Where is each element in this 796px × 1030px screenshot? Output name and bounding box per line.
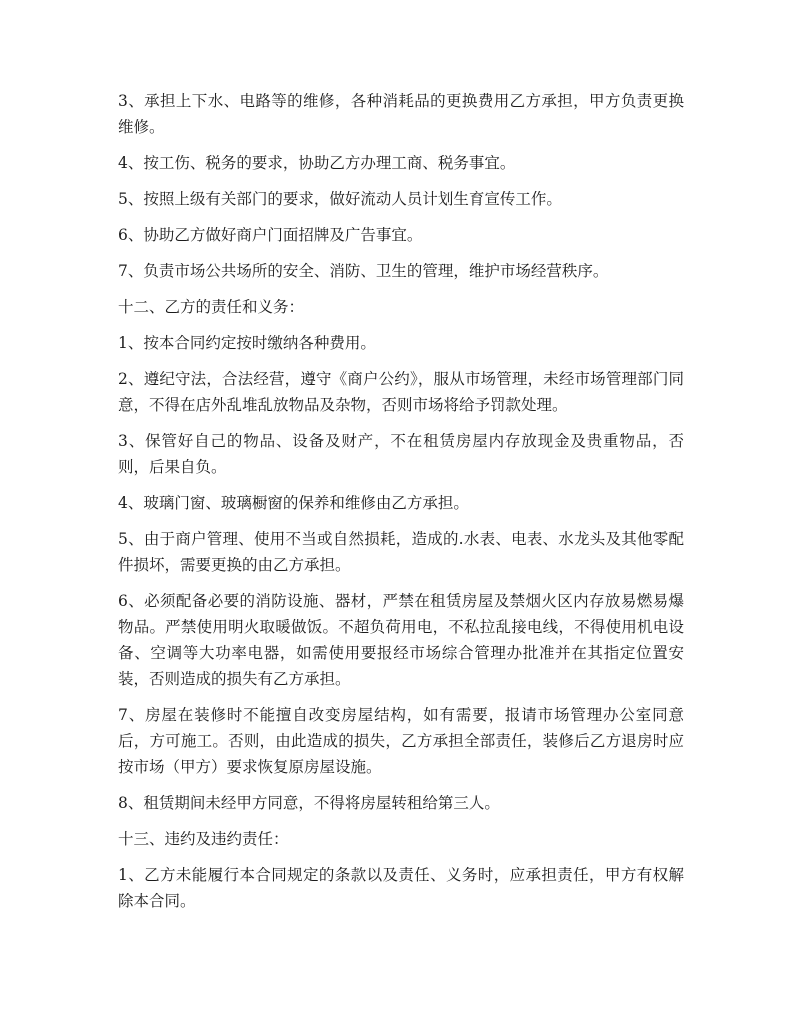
clause-paragraph: 3、保管好自己的物品、设备及财产，不在租赁房屋内存放现金及贵重物品，否则，后果自负。 xyxy=(118,432,684,476)
clause-paragraph: 5、按照上级有关部门的要求，做好流动人员计划生育宣传工作。 xyxy=(118,190,562,208)
clause-paragraph: 1、乙方未能履行本合同规定的条款以及责任、义务时，应承担责任，甲方有权解除本合同。 xyxy=(118,866,684,910)
clause-paragraph: 1、按本合同约定按时缴纳各种费用。 xyxy=(118,334,376,352)
document-page xyxy=(118,88,684,924)
section-heading: 十二、乙方的责任和义务： xyxy=(118,298,305,316)
clause-paragraph: 7、负责市场公共场所的安全、消防、卫生的管理，维护市场经营秩序。 xyxy=(118,262,609,280)
clause-paragraph: 7、房屋在装修时不能擅自改变房屋结构，如有需要，报请市场管理办公室同意后，方可施工。否则，由此造成的损失，乙方承担全部责任，装修后乙方退房时应按市场（甲方）要求恢复原房屋设施。 xyxy=(118,706,684,776)
section-heading: 十三、违约及违约责任： xyxy=(118,830,289,848)
clause-paragraph: 2、遵纪守法，合法经营，遵守《商户公约》，服从市场管理，未经市场管理部门同意，不得在店外乱堆乱放物品及杂物，否则市场将给予罚款处理。 xyxy=(118,370,684,414)
clause-paragraph: 8、租赁期间未经甲方同意，不得将房屋转租给第三人。 xyxy=(118,794,500,812)
clause-paragraph: 4、玻璃门窗、玻璃橱窗的保养和维修由乙方承担。 xyxy=(118,494,469,512)
clause-paragraph: 6、协助乙方做好商户门面招牌及广告事宜。 xyxy=(118,226,423,244)
clause-paragraph: 4、按工伤、税务的要求，协助乙方办理工商、税务事宜。 xyxy=(118,154,516,172)
clause-paragraph: 3、承担上下水、电路等的维修，各种消耗品的更换费用乙方承担，甲方负责更换维修。 xyxy=(118,92,684,136)
clause-paragraph: 6、必须配备必要的消防设施、器材，严禁在租赁房屋及禁烟火区内存放易燃易爆物品。严禁使用明火取暖做饭。不超负荷用电，不私拉乱接电线，不得使用机电设备、空调等大功率电器，如需使用要报经市场综合管理办批准并在其指定位置安装，否则造成的损失有乙方承担。 xyxy=(118,592,684,688)
clause-paragraph: 5、由于商户管理、使用不当或自然损耗，造成的.水表、电表、水龙头及其他零配件损坏，需要更换的由乙方承担。 xyxy=(118,530,684,574)
